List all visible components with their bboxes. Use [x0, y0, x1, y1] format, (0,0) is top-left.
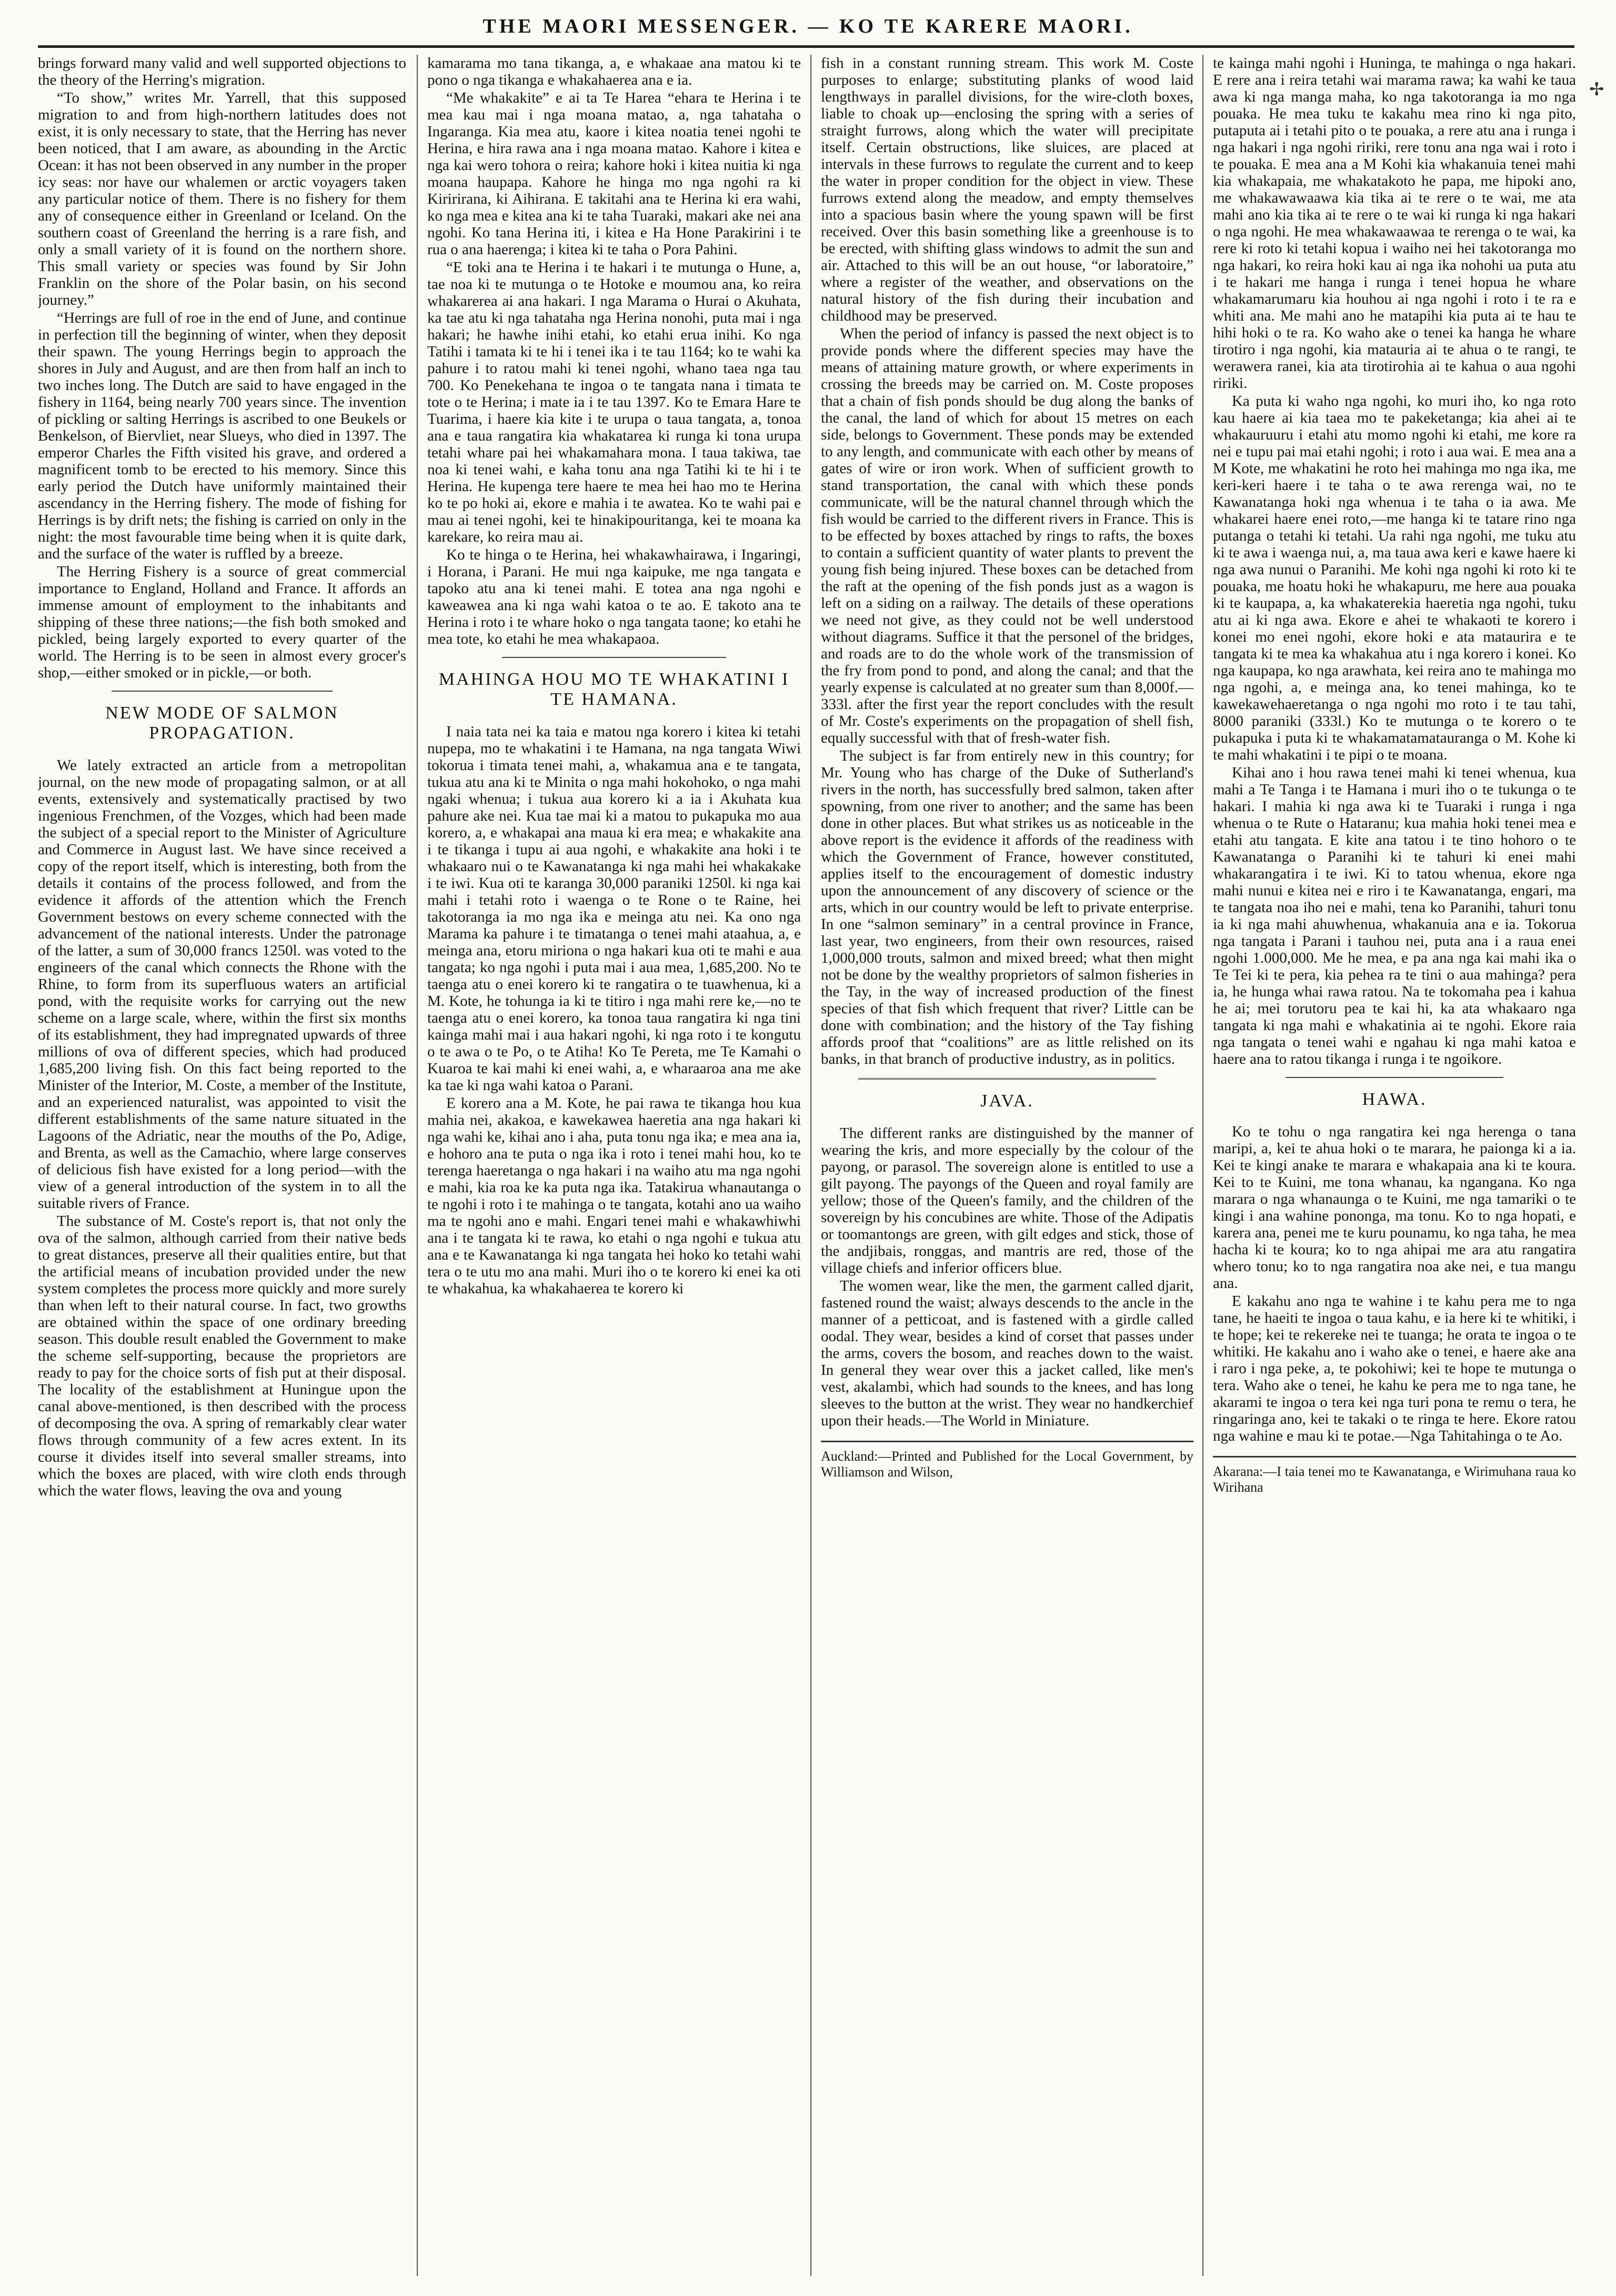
article-paragraph: The substance of M. Coste's report is, that not only the ova of the salmon, although carried from their native beds to great distances, preserve all their qualities entire, but that the artificial means of incubation provided under the new system completes the process more quickly and more surely than when left to their natural course. In fact, two growths are obtained within the space of one ordinary breeding season. This double result enabled the Government to make the scheme self-supporting, because the proprietors are ready to pay for the choice sorts of fish put at their disposal. The locality of the establishment at Huningue upon the canal above-mentioned, is then described with the process of decomposing the ova. A spring of remarkably clear water flows through community of a few acres extent. In its course it divides itself into several smaller streams, into which the boxes are placed, with wire cloth ends through which the water flows, leaving the ova and young [38, 1213, 406, 1499]
article-paragraph: The subject is far from entirely new in this country; for Mr. Young who has charge of the Duke of Sutherland's rivers in the north, has successfully bred salmon, taken after spowning, from one river to another; and the same has been done in other places. But what strikes us as noticeable in the above report is the evidence it affords of the readiness with which the Government of France, however constituted, applies itself to the encouragement of domestic industry upon the announcement of any discovery of science or the arts, which in our country would be left to private enterprise. In one “salmon seminary” in a central province in France, last year, two engineers, from their own resources, raised 1,000,000 trouts, salmon and mixed breed; what then might not be done by the wealthy proprietors of salmon fisheries in the Tay, in the way of increased production of the finest species of that fish which frequent that river? Little can be done with combination; and the history of the Tay fishing affords proof that “coalitions” are as little relished on its banks, in that branch of productive industry, as in politics. [821, 747, 1193, 1067]
article-paragraph: “To show,” writes Mr. Yarrell, that this supposed migration to and from high-northern latitudes does not exist, it is only necessary to state, that the Herring has never been noticed, that I am aware, as abounding in the Arctic Ocean: it has not been observed in any number in the proper icy seas: nor have our whalemen or arctic voyagers taken any particular notice of them. There is no fishery for them any of consequence either in Greenland or Iceland. On the southern coast of Greenland the herring is a rare fish, and only a small variety of it is found on the northern shore. This small variety or species was found by Sir John Franklin on the shore of the Polar basin, on his second journey.” [38, 89, 406, 308]
section-heading: NEW MODE OF SALMON PROPAGATION. [105, 703, 339, 743]
article-paragraph: fish in a constant running stream. This work M. Coste purposes to enlarge; substituting planks of wood laid lengthways in parallel divisions, for the wire-cloth boxes, liable to choak up—enclosing the spring with a series of straight furrows, along which the water will precipitate itself. Certain obstructions, like sluices, are placed at intervals in these furrows to regulate the current and to keep the water in proper condition for the object in view. These furrows extend along the meadow, and empty themselves into a spacious basin where the young spawn will be first received. Over this basin something like a greenhouse is to be erected, with shifting glass windows to admit the sun and air. Attached to this will be an out house, “or laboratoire,” where a register of the weather, and observations on the natural history of the fish during their incubation and childhood may be preserved. [821, 55, 1193, 324]
masthead-rule [38, 45, 1574, 48]
section-heading: HAWA. [1362, 1090, 1427, 1109]
article-paragraph: We lately extracted an article from a metropolitan journal, on the new mode of propagating salmon, or at all events, extensively and systematically practised by two ingenious Frenchmen, of the Vozges, which had been made the subject of a special report to the Minister of Agriculture and Commerce in August last. We have since received a copy of the report itself, which is interesting, both from the details it contains of the process followed, and from the evidence it affords of the attention which the French Government bestows on every scheme connected with the advancement of the national interests. Under the patronage of the latter, a sum of 30,000 francs 1250l. was voted to the engineers of the canal which connects the Rhone with the Rhine, to form from its superfluous waters an artificial pond, with the requisite works for carrying out the new scheme on a large scale, where, within the first six months of its establishment, they had impregnated upwards of three millions of ova of different species, which had produced 1,685,200 living fish. On this fact being reported to the Minister of the Interior, M. Coste, a member of the Institute, and an experienced naturalist, was appointed to visit the different establishments of the same nature situated in the Lagoons of the Adriatic, near the mouths of the Po, Adige, and Brenta, as well as the Camachio, where large conserves of delicious fish have existed for a long period—with the view of a general introduction of the system in to all the suitable rivers of France. [38, 757, 406, 1212]
section-rule [858, 1078, 1156, 1080]
article-paragraph: The Herring Fishery is a source of great commercial importance to England, Holland and France. It affords an immense amount of employment to the inhabitants and shipping of these three nations;—the fish both smoked and pickled, being largely exported to every quarter of the world. The Herring is to be seen in almost every grocer's shop,—either smoked or in pickle,—or both. [38, 563, 406, 681]
column-divider [417, 55, 418, 2276]
article-paragraph: E kakahu ano nga te wahine i te kahu pera me to nga tane, he haeiti te ingoa o taua kahu, e ia here ki te whitiki, i te hope; kei te rekereke nei te tuanga; he orata te ingoa o te whitiki. He kakahu ano i waho ake o tenei, e haere ake ana i raro i nga peke, a, te pokohiwi; kei te hope te mutunga o tera. Waho ake o tenei, he kahu ke pera me to nga tane, he akarami te ingoa o tera kei nga turi pona te remu o tera, he ringaringa ano, kei te takaki o te ringa te here. Ekore ratou nga wahine e mau ki te potae.—Nga Tahitahinga o te Ao. [1213, 1293, 1576, 1444]
margin-mark-icon: ✢ [1589, 80, 1604, 99]
article-paragraph: Ka puta ki waho nga ngohi, ko muri iho, ko nga roto kau haere ai kia taea mo te pakeketanga; kia ahei ai te whakauruuru i etahi atu momo ngohi ki etahi, me kore ra nei e tupu pai mai etahi ngohi; i roto i aua wai. E mea ana a M Kote, me whakatini he roto hei mahinga mo nga ika, me keri-keri haere i te taha o te awa rerenga wai, no te Kawanatanga hoki nga whenua i te taha o ia awa. Me whakarei haere enei roto,—me hanga ki te tatare rino nga putanga o tetahi ki tetahi. Ua rahi nga ngohi, me tuku atu ki te awa i waenga nui, a, ma taua awa keri e kawe haere ki nga awa nunui o Paranihi. Me kohi nga ngohi ki roto ki te pouaka, me hoatu hoki he whakapuru, me here aua pouaka ki te kaupapa, a, ka whakaterekia haeretia nga ngohi, tuku atu ai ki nga awa. Ekore e ahei te whakaoti te korero i konei mo enei ngohi, ekore hoki e ata mataurira e te tangata ki te mea ka whakahua atu i nga korero i konei. Ko nga kaupapa, ko nga arawhata, kei reira ano te mahinga mo nga ngohi, a, e meinga ana, ko tenei mahinga, ko te kawekawehaeretanga o nga ngohi mo roto i te tau tahi, 8000 paraniki (333l.) Ko te mutunga o te korero o te pukapuka i puta ki te whakamatamatauranga o M. Kohe ki te mahi whakatini i te pipi o te moana. [1213, 393, 1576, 763]
article-paragraph: kamarama mo tana tikanga, a, e whakaae ana matou ki te pono o nga tikanga e whakahaerea ana e ia. [427, 55, 801, 88]
article-paragraph: “Me whakakite” e ai ta Te Harea “ehara te Herina i te mea kau mai i nga moana matao, a, nga tahataha o Ingaranga. Kia mea atu, kaore i kitea noatia tenei ngohi te Herina, e hira rawa ana i nga moana matao. Kahore i kitea e nga kai wero tohora o reira; kahore hoki i kitea nuitia ki nga moana haupapa. Kahore he hinga mo nga ngohi ra ki Kiririrana, ki Aihirana. E takitahi ana te Herina ki era wahi, ko nga mea e kitea ana ki te taha Tuaraki, makari ake nei ana ngohi. Ko tana Herina iti, i kitea e Ha Hone Parakirini i te rua o ana haerenga; i kitea ki te taha o Pora Pahini. [427, 89, 801, 258]
section-rule [1286, 1077, 1503, 1078]
article-paragraph: I naia tata nei ka taia e matou nga korero i kitea ki tetahi nupepa, mo te whakatini i te Hamana, na nga tangata Wiwi tokorua i timata tenei mahi, a, whakamua ana e te tangata, tukua atu ana ki te Minita o nga mahi hokohoko, o nga mahi ngaki whenua; i tukua aua korero ki a ia i Akuhata kua pahure ake nei. Kua tae mai ki a matou to pukapuka mo aua korero, a, e whakapai ana maua ki era mea; e whakakite ana i te tikanga i tupu ai aua ngohi, e whakakite ana hoki i te whakaaro nui o te Kawanatanga ki nga mahi hei whakakake i te iwi. Kua oti te karanga 30,000 paraniki 1250l. ki nga kai mahi i tetahi roto i waenga o te Rone o te Raine, hei takotoranga ia mo nga ika e meinga atu nei. Ka ono nga Marama ka pahure i te timatanga o tenei mahi ataahua, a, e meinga ana, etoru miriona o nga hakari kua oti te mahi e aua tangata; ko nga ngohi i puta mai i aua mea, 1,685,200. No te taenga atu o enei korero ki te rangatira o te tuawhenua, ki a M. Kote, he tohunga ia ki te titiro i nga mahi rere ke,—no te taenga atu o enei korero, ka tonoa taua rangatira ki nga tini kainga mahi mai i aua hakari ngohi, ki nga roto i te kongutu o te awa o te Po, o te Atiha! Ko Te Pereta, me Te Kamahi o Kuaroa te kai mahi ki enei wahi, a, e wharaaroa ana me ake ka tae ki nga wahi katoa o Parani. [427, 723, 801, 1094]
section-heading: MAHINGA HOU MO TE WHAKATINI I TE HAMANA. [438, 670, 790, 709]
article-paragraph: Kihai ano i hou rawa tenei mahi ki tenei whenua, kua mahi a Te Tanga i te Hamana i muri iho o te tukunga o te hakari. I mahia ki nga awa ki te Tuaraki i runga i nga whenua o te Rute o Hataranu; kua mahia hoki tenei mea e etahi atu tangata. E kite ana tatou i te tino hohoro o te Kawanatanga o Paranihi ki te tahuri ki enei mahi whakarangatira i te iwi. Ki to tatou whenua, ekore nga mahi nunui e kitea nei e riro i te Kawanatanga, engari, ma te tangata noa iho nei e mahi, tena ko Paranihi, tahuri tonu ia ki nga mahi ahuwhenua, whakanuia ana e ia. Tokorua nga tangata i Parani i tauhou nei, puta ana i a raua enei ngohi 1.000,000. Me he mea, e pa ana nga kai mahi ika o Te Tei ki te pera, kia pehea ra te tini o aua mahinga? pera ia, he hunga whai rawa ratou. Na te tokomaha pea i kahua he ai; mei torutoru pea te kai hi, ka ata whakaaro nga tangata ki nga mahi e whakatinia ai te ngohi. Ekore raia nga tangata o tenei wahi e ngahau ki nga mahi katoa e haere ana to ratou tikanga i runga i te ngoikore. [1213, 764, 1576, 1067]
column-divider [1202, 55, 1203, 2276]
article-paragraph: brings forward many valid and well supported objections to the theory of the Herring's migration. [38, 55, 406, 88]
column-2 [427, 55, 801, 2265]
article-paragraph: The different ranks are distinguished by the manner of wearing the kris, and more especially by the colour of the payong, or parasol. The sovereign alone is entitled to use a gilt payong. The payongs of the Queen and royal family are yellow; those of the Queen's family, and the children of the sovereign by his concubines are white. Those of the Adipatis or toomantongs are green, with gilt edges and stick, those of the andjibais, ronggas, and mantris are red, those of the village chiefs and inferior officers blue. [821, 1125, 1193, 1276]
section-rule [502, 657, 726, 658]
section-heading: JAVA. [980, 1091, 1034, 1111]
article-paragraph: E korero ana a M. Kote, he pai rawa te tikanga hou kua mahia nei, akakoa, e kawekawea haeretia ana nga hakari ki nga wahi ke, kihai ano i aha, puta tonu nga ika; e mea ana ia, e hohoro ana te puta o nga ika i roto i tenei mahi hou, ko te terenga haeretanga o nga hakari i na waiho atu ma nga ngohi e mahi, kia roa ke ka puta nga ika. Tatakirua whanautanga o te ngohi i roto i te mahinga o te tangata, kotahi ano ua waiho ma te ngohi ano e mahi. Engari tenei mahi e whakawhiwhi ana i te tangata ki te rawa, ko etahi o nga ngohi e tukua atu ana e te Kawanatanga ki nga tangata hei hoko ko tetahi wahi tera o te utu mo ana mahi. Muri iho o te korero ki enei ka oti te whakahua, ka whakahaerea te korero ki [427, 1095, 801, 1297]
column-1 [38, 55, 406, 2265]
article-paragraph: te kainga mahi ngohi i Huninga, te mahinga o nga hakari. E rere ana i reira tetahi wai marama rawa; ka wahi ke taua awa ki nga manga maha, ko nga takotoranga ia mo nga pouaka. He mea tuku te kakahu mea rino ki nga pito, putaputa ai i tetahi pito o te pouaka, a rere atu ana i runga i nga hakari i nga ngohi ririki, rere tonu ana nga wai i roto i te pouaka. E mea ana a M Kohi kia whakanuia tenei mahi kia whakapaia, me whakatakoto he papa, me hipoki ano, me whakawawaawa kia tika ai te rere o te wai, me ata mahi ano kia tika ai te rere o te wai ki runga ki nga hakari o nga ngohi. He mea whakawaawaa te rerenga o te wai, ka rere ki roto ki tetahi kopua i waiho nei hei takotoranga mo nga hakari, ko reira hoki kau ai nga ika nohohi ua puta atu i te hakari me hanga i runga i tenei hopua he whare whakamarumaru kia houhou ai nga ngohi i roto i te ra e whiti ana. Me mahi ano he matapihi kia puta ai te hau te hihi hoki o te ra. Ko waho ake o tenei ka hanga he whare tirotiro i nga ngohi, kia matauria ai te ahua o te rangi, te werawera ranei, kia ata tirotirohia ai te kahua o aua ngohi ririki. [1213, 55, 1576, 392]
article-paragraph: Ko te tohu o nga rangatira kei nga herenga o tana maripi, a, kei te ahua hoki o te marara, he paionga ki a ia. Kei te kingi anake te marara e whakapaia ana ki te koura. Kei to te Kuini, me tona whanau, ka ngangana. Ko nga marara o nga whanaunga o te Kuini, me nga tamariki o te kingi i ana wahine pononga, ma tonu. Ko to nga hopati, e karera ana, penei me te kuru pounamu, ko nga taha, he mea hacha ki te koura; ko to nga ahipai me ara atu rangatira whero tonu; ko to nga rangatira noa ake nei, e tua mangu ana. [1213, 1123, 1576, 1292]
article-paragraph: “E toki ana te Herina i te hakari i te mutunga o Hune, a, tae noa ki te mutunga o te Hotoke e moumou ana, ko reira whakarerea ai ana hakari. I nga Marama o Hurai o Akuhata, ka tae atu ki nga tahataha nga Herina nonohi, puta mai i nga hakari; he hawhe inihi etahi, ko etahi erua inihi. Ko nga Tatihi i tamata ki te hi i tenei ika i te tau 1164; ko te wahi ka pahure i to ratou mahi ki tenei ngohi, whano taea nga tau 700. Ko Penekehana te ingoa o te tangata nana i timata te tote o te Herina; i mate ia i te tau 1397. Ko te Emara Hare te Tuarima, i haere kia kite i te urupa o taua tangata, a, tonoa ana e taua rangatira kia whakatarea ki runga ki tona urupa tetahi whare pai hei whakamahara mona. I taua takiwa, tae noa ki tenei wahi, e kaha tonu ana nga Tatihi ki te hi i te Herina. He kupenga tere haere te mea hei hao mo te Herina ko te po hoki ai, ekore e mahia i te awatea. Ko te wahi pai e mau ai tenei ngohi, kei te hinakipouritanga, kei te moana ka karekare, ko reira mau ai. [427, 259, 801, 545]
article-paragraph: Ko te hinga o te Herina, hei whakawhairawa, i Ingaringi, i Horana, i Parani. He mui nga kaipuke, me nga tangata e tapoko atu ana ki tenei mahi. E totea ana nga ngohi e kaweawea ana ki nga wahi katoa o te ao. E takoto ana te Herina i roto i te whare hoko o nga tangata taone; ko etahi he mea tote, ko etahi he mea whakapaoa. [427, 546, 801, 647]
column-3 [821, 55, 1193, 2265]
section-rule [112, 691, 333, 692]
column-divider [810, 55, 811, 2276]
article-paragraph: The women wear, like the men, the garment called djarit, fastened round the waist; always descends to the ancle in the manner of a petticoat, and is fastened with a girdle called oodal. They wear, besides a kind of corset that passes under the arms, covers the bosom, and reaches down to the waist. In general they wear over this a jacket called, like men's vest, akalambi, which had sounds to the knees, and has long sleeves to the button at the wrist. They wear no handkerchief upon their heads.—The World in Miniature. [821, 1277, 1193, 1429]
article-paragraph: “Herrings are full of roe in the end of June, and continue in perfection till the beginning of winter, when they deposit their spawn. The young Herrings begin to approach the shores in July and August, and are then from half an inch to two inches long. The Dutch are said to have engaged in the fishery in 1164, being nearly 700 years since. The invention of pickling or salting Herrings is ascribed to one Beukels or Benkelson, of Biervliet, near Slueys, who died in 1397. The emperor Charles the Fifth visited his grave, and ordered a magnificent tomb to be erected to his memory. Since this early period the Dutch have uniformly maintained their ascendancy in the Herring fishery. The mode of fishing for Herrings is by drift nets; the fishing is carried on only in the night: the most favourable time being when it is quite dark, and the surface of the water is ruffled by a breeze. [38, 310, 406, 562]
column-4 [1213, 55, 1576, 2265]
imprint: Akarana:—I taia tenei mo te Kawanatanga, e Wirimuhana raua ko Wirihana [1213, 1456, 1576, 1495]
imprint: Auckland:—Printed and Published for the Local Government, by Williamson and Wilson, [821, 1441, 1193, 1480]
masthead-title: THE MAORI MESSENGER. — KO TE KARERE MAORI. [483, 15, 1133, 37]
article-paragraph: When the period of infancy is passed the next object is to provide ponds where the different species may have the means of attaining mature growth, or where experiments in crossing the breeds may be carried on. M. Coste proposes that a chain of fish ponds should be dug along the banks of the canal, the land of which for about 15 metres on each side, belongs to Government. These ponds may be extended to any length, and communicate with each other by means of gates of wire or iron work. When of sufficient growth to stand transportation, the canal with which these ponds communicate, will be the natural channel through which the fish would be carried to the different rivers in France. This is to be effected by boxes attached by rings to rafts, the boxes to contain a sufficient quantity of water plants to prevent the young fish being injured. These boxes can be detached from the raft at the opening of the fish ponds just as a wagon is left on a siding on a railway. The details of these operations we need not give, as they could not be well understood without diagrams. Suffice it that the personel of the bridges, and roads are to do the whole work of the transmission of the fry from pond to pond, and along the canal; and that the yearly expense is calculated at no greater sum than 8,000f.—333l. after the first year the report concludes with the result of Mr. Coste's experiments on the propagation of shell fish, equally successful with that of fresh-water fish. [821, 325, 1193, 746]
